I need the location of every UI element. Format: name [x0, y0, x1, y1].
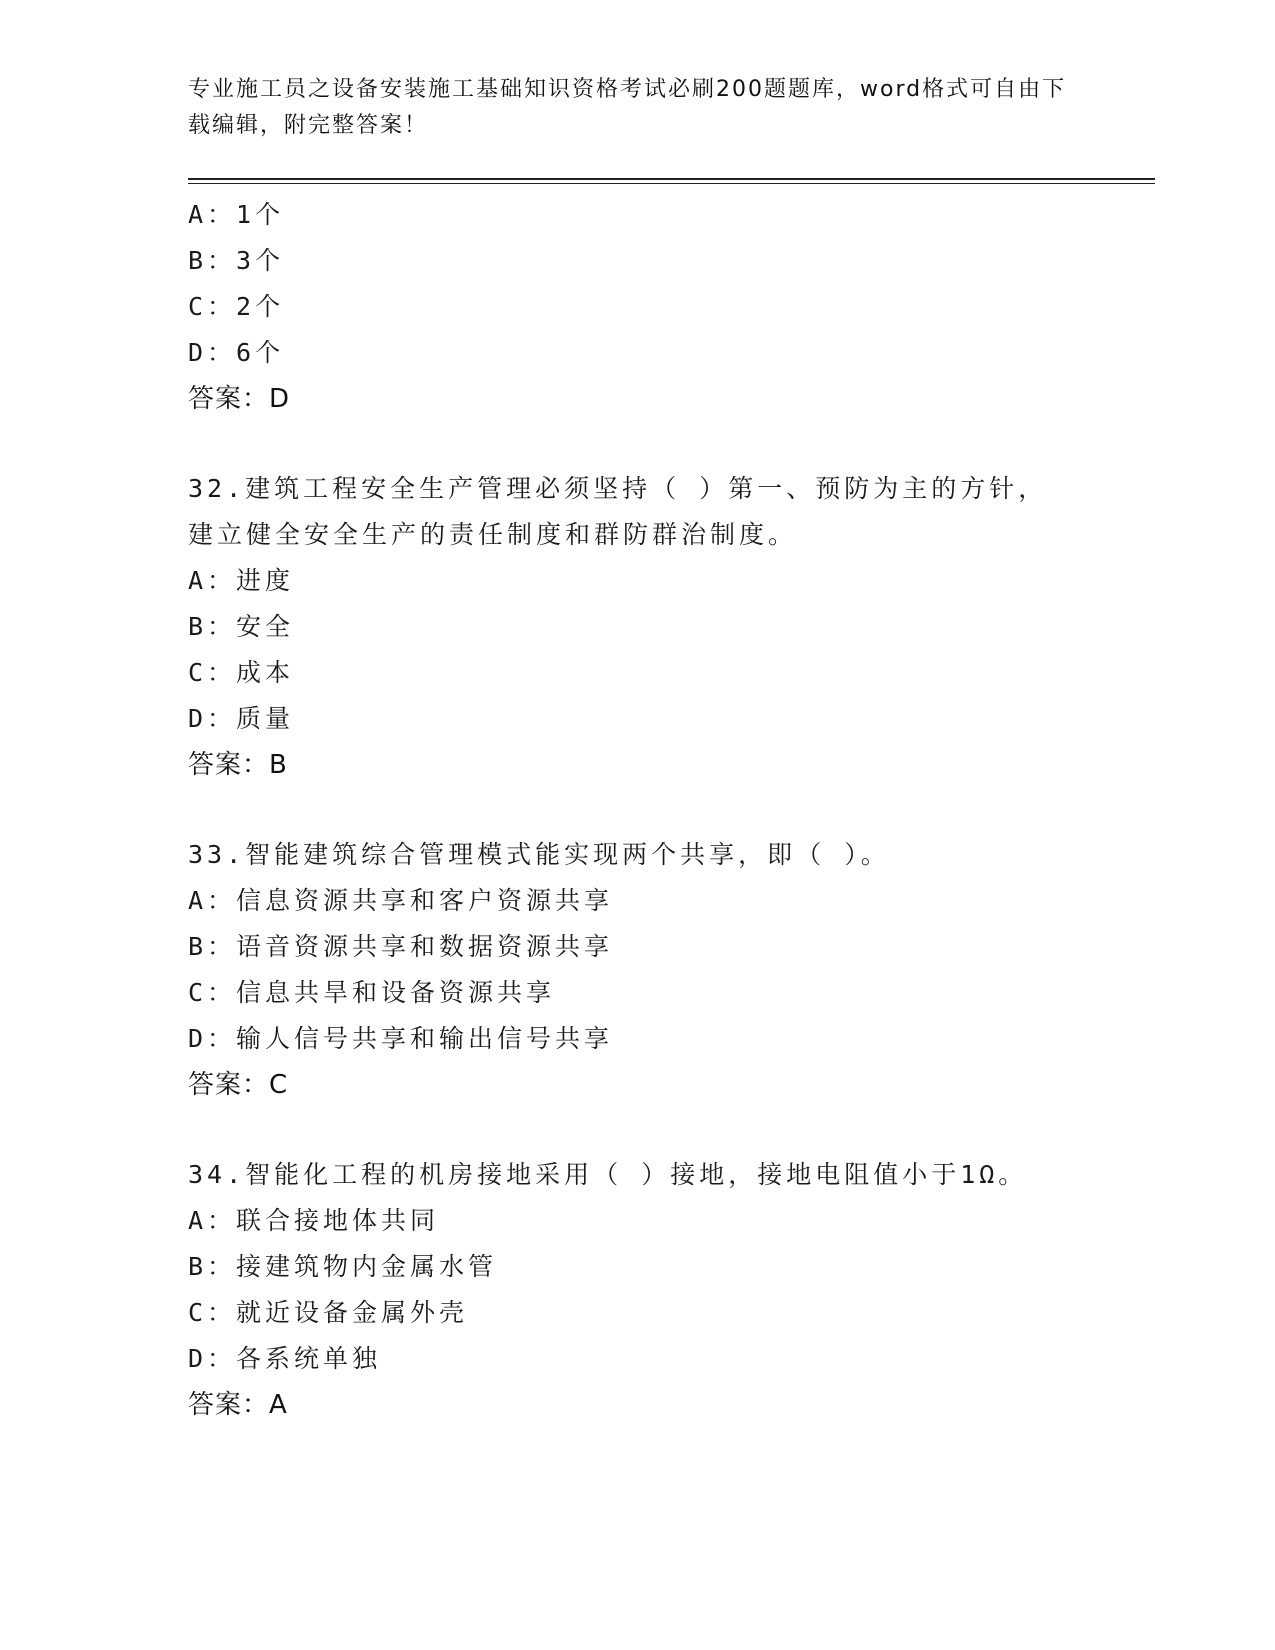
option-b: B：3个 — [188, 246, 285, 275]
answer-line: 答案：B — [188, 750, 288, 780]
option-a: A：进度 — [188, 566, 295, 595]
option-b: B：接建筑物内金属水管 — [188, 1252, 498, 1281]
option-b: B：安全 — [188, 612, 295, 641]
option-c: C：成本 — [188, 658, 295, 687]
option-c: C：2个 — [188, 292, 285, 321]
block-spacer — [188, 788, 1088, 832]
answer-line: 答案：A — [188, 1390, 288, 1420]
option-a: A：联合接地体共同 — [188, 1206, 440, 1235]
answer-line: 答案：C — [188, 1070, 289, 1100]
option-a: A：信息资源共享和客户资源共享 — [188, 886, 614, 915]
question-block — [188, 832, 1088, 1108]
question-list — [188, 192, 1088, 1428]
question-text: 32.建筑工程安全生产管理必须坚持（ ）第一、预防为主的方针，建立健全安全生产的责任制度和群防群治制度。 — [188, 474, 1048, 549]
question-text: 33.智能建筑综合管理模式能实现两个共享，即（ ）。 — [188, 840, 890, 869]
question-text: 34.智能化工程的机房接地采用（ ）接地，接地电阻值小于1Ω。 — [188, 1160, 1028, 1189]
option-c: C：就近设备金属外壳 — [188, 1298, 469, 1327]
block-spacer — [188, 1108, 1088, 1152]
option-c: C：信息共旱和设备资源共享 — [188, 978, 556, 1007]
header-rule-thin — [188, 183, 1155, 184]
answer-line: 答案：D — [188, 384, 291, 414]
question-block — [188, 1152, 1088, 1428]
option-b: B：语音资源共享和数据资源共享 — [188, 932, 614, 961]
header-rule — [188, 178, 1155, 180]
option-d: D：输人信号共享和输出信号共享 — [188, 1024, 614, 1053]
question-block — [188, 466, 1088, 788]
question-block — [188, 192, 1088, 422]
document-header: 专业施工员之设备安装施工基础知识资格考试必刷200题题库，word格式可自由下载编辑，附完整答案！ — [188, 77, 1067, 138]
option-a: A：1个 — [188, 200, 285, 229]
option-d: D：6个 — [188, 338, 285, 367]
option-d: D：各系统单独 — [188, 1344, 382, 1373]
block-spacer — [188, 422, 1088, 466]
option-d: D：质量 — [188, 704, 295, 733]
